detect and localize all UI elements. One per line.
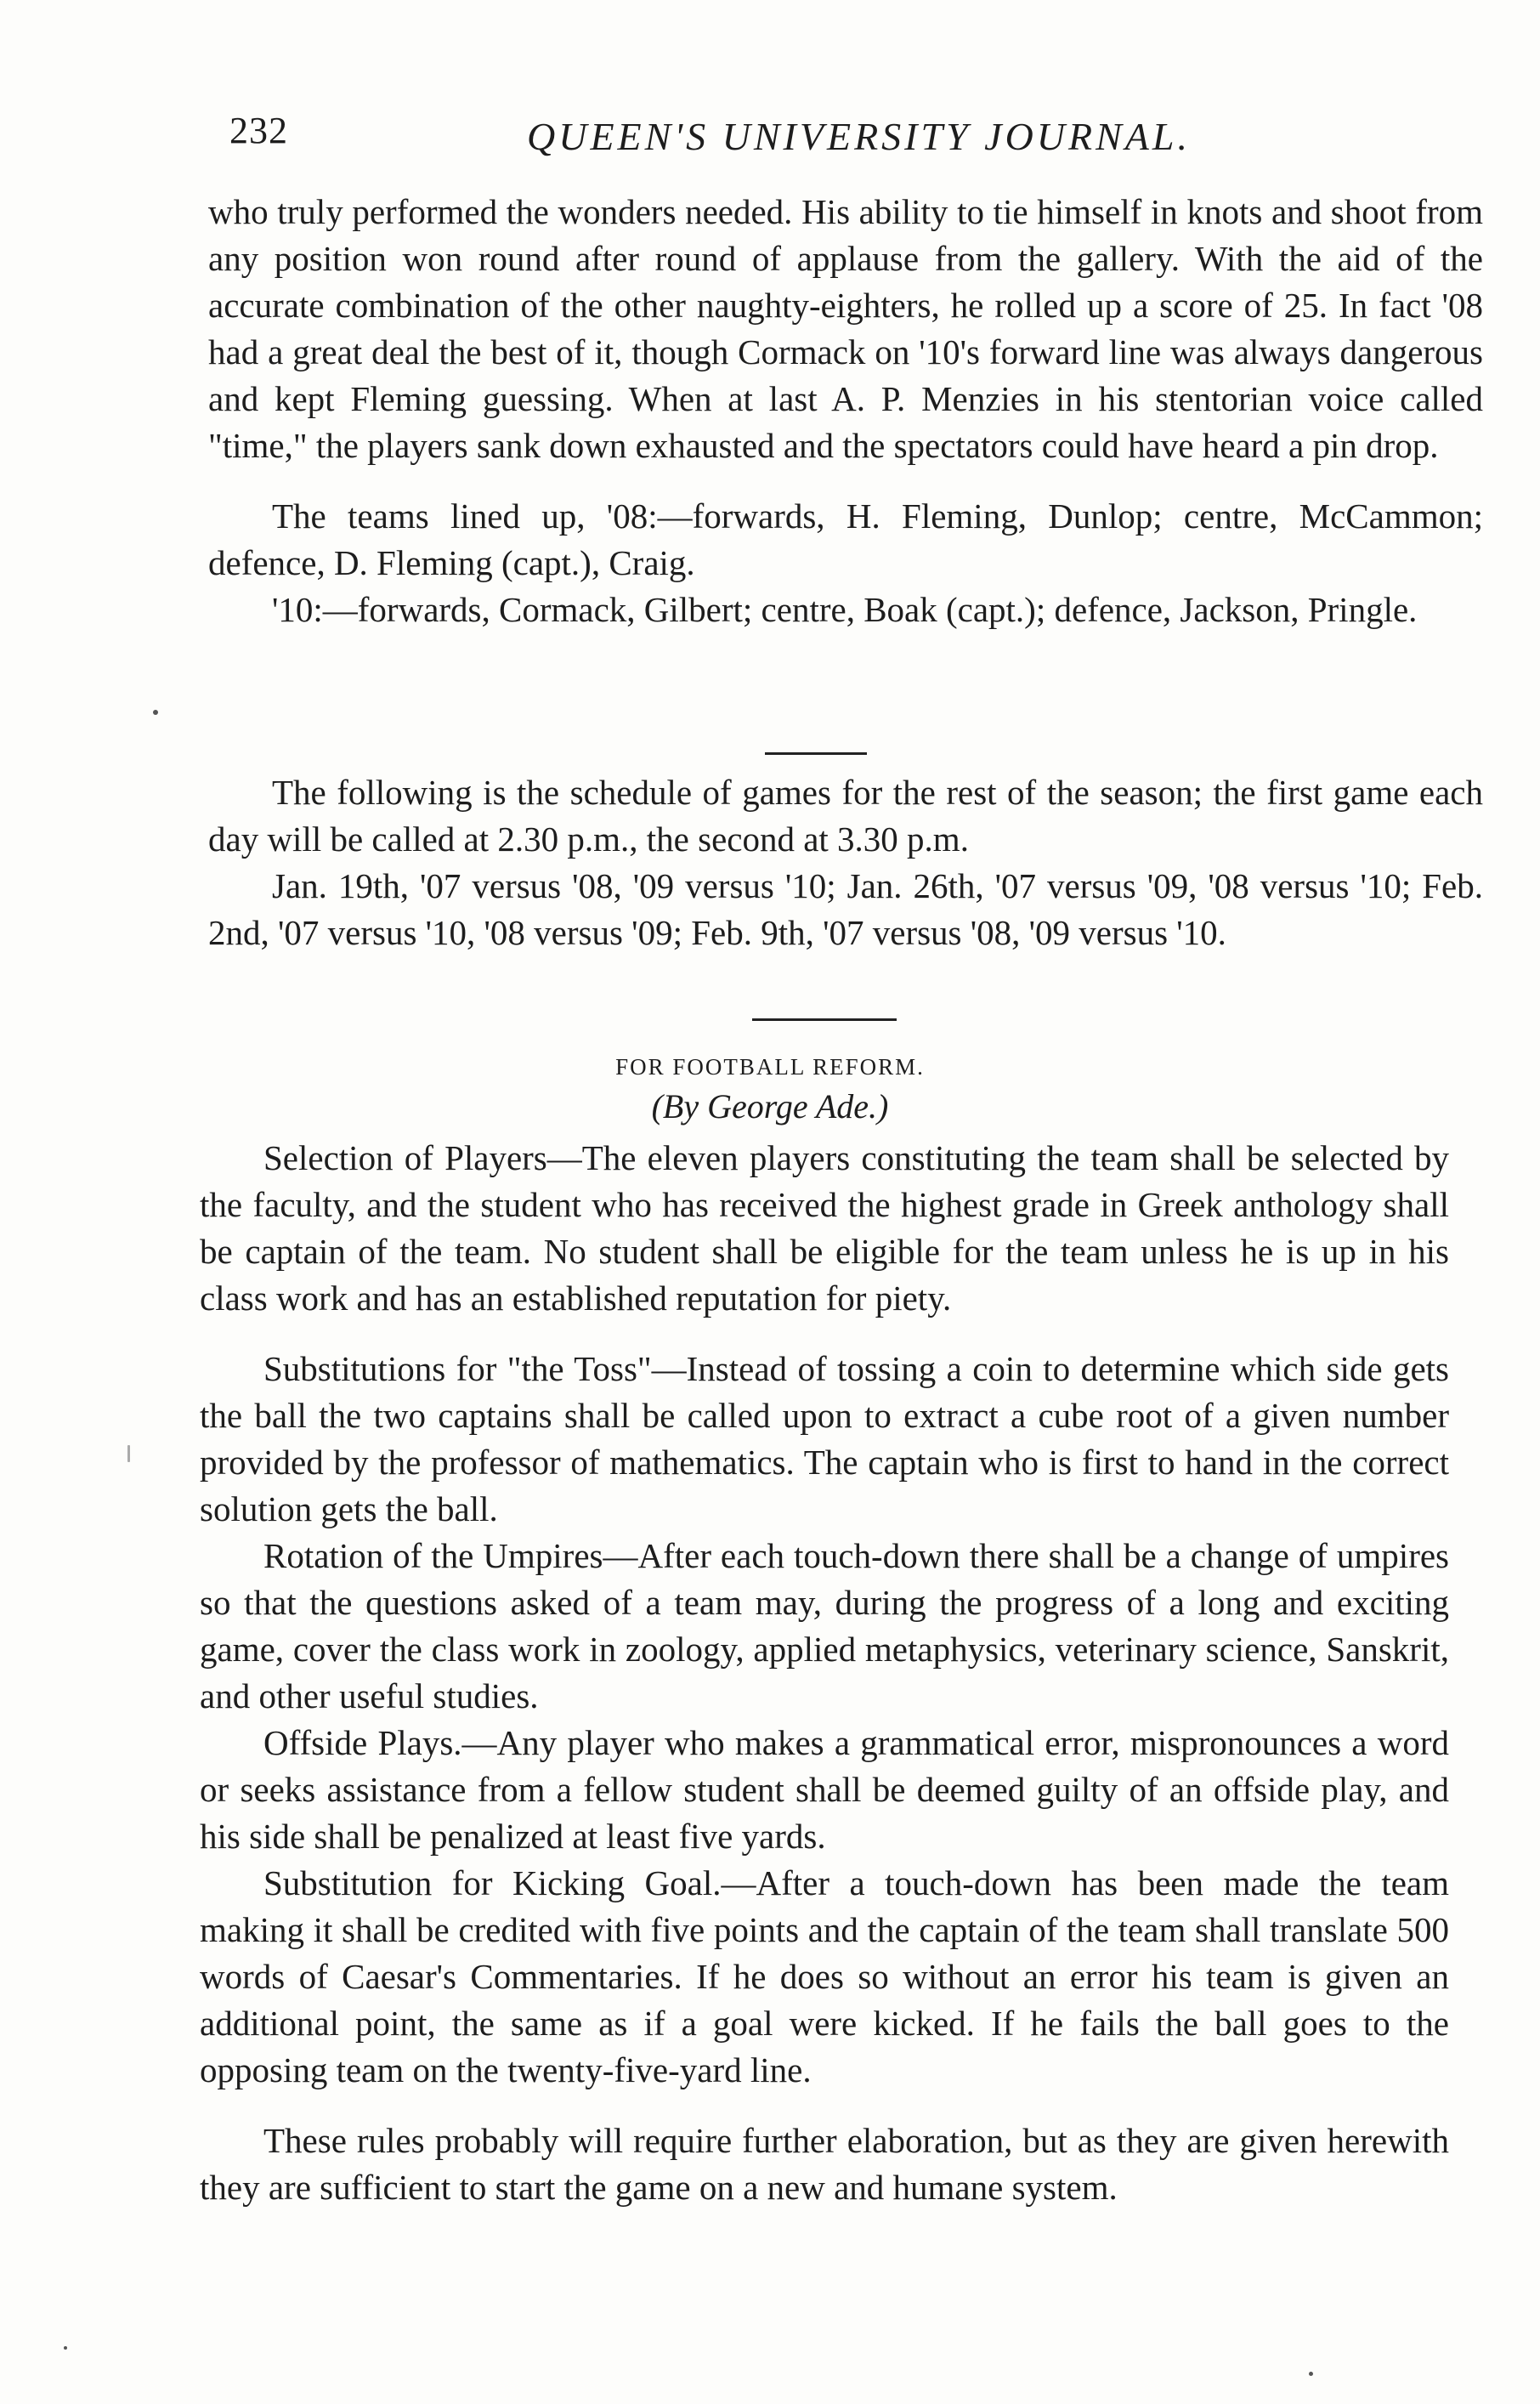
scan-speck [1309, 2372, 1313, 2376]
schedule [208, 769, 1483, 956]
teams-10-paragraph: '10:—forwards, Cormack, Gilbert; centre, Boak (capt.); defence, Jackson, Pringle. [272, 590, 1418, 629]
article-divider [752, 1018, 897, 1021]
kicking-goal: Substitution for Kicking Goal.—After a touch-down has been made the team making it shall be credited with five points and the captain of the team shall translate 500 words of Caesar's Commentaries. If he does so without an error his team is given an additional point, the same as if a goal were kicked. If he fails the ball goes to the opposing team on the twenty-five-yard line. [200, 1863, 1449, 2089]
selection-of-players: Selection of Players—The eleven players constituting the team shall be selected by the faculty, and the student who has received the highest grade in Greek anthology shall be captain of the team. No student shall be eligible for the team unless he is up in his class work and has an established reputation for piety. [200, 1138, 1449, 1318]
schedule-dates: Jan. 19th, '07 versus '08, '09 versus '10; Jan. 26th, '07 versus '09, '08 versus '10; Feb. 2nd, '07 versus '10, '08 versus '09; Feb. 9th, '07 versus '08, '09 versus '10. [208, 866, 1483, 952]
scan-speck [153, 710, 158, 715]
substitutions-toss: Substitutions for "the Toss"—Instead of tossing a coin to determine which side gets the ball the two captains shall be called upon to extract a cube root of a given number provided by the professor of mathematics. The captain who is first to hand in the correct solution gets the ball. [200, 1349, 1449, 1528]
schedule-intro: The following is the schedule of games for the rest of the season; the first game each day will be called at 2.30 p.m., the second at 3.30 p.m. [208, 773, 1483, 859]
report-paragraph: who truly performed the wonders needed. His ability to tie himself in knots and shoot from any position won round after round of applause from the gallery. With the aid of the accurate combination of the other naughty-eighters, he rolled up a score of 25. In fact '08 had a great deal the best of it, though Cormack on '10's forward line was always dangerous and kept Fleming guessing. When at last A. P. Menzies in his stentorian voice called "time," the players sank down exhausted and the spectators could have heard a pin drop. [208, 192, 1483, 465]
rotation-umpires: Rotation of the Umpires—After each touch-down there shall be a change of umpires so that the questions asked of a team may, during the progress of a long and exciting game, cover the class work in zoology, applied metaphysics, veterinary science, Sanskrit, and other useful studies. [200, 1536, 1449, 1715]
closing-paragraph: These rules probably will require further elaboration, but as they are given herewith they are sufficient to start the game on a new and humane system. [200, 2121, 1449, 2207]
scan-speck [64, 2346, 67, 2350]
match-report [208, 189, 1483, 633]
article-title: FOR FOOTBALL REFORM. [615, 1054, 925, 1080]
offside-plays: Offside Plays.—Any player who makes a grammatical error, mispronounces a word or seeks assistance from a fellow student shall be deemed guilty of an offside play, and his side shall be penalized at least five yards. [200, 1723, 1449, 1856]
article-byline: (By George Ade.) [651, 1087, 889, 1125]
section-divider [765, 752, 867, 755]
scan-mark [127, 1445, 130, 1462]
teams-08-paragraph: The teams lined up, '08:—forwards, H. Fleming, Dunlop; centre, McCammon; defence, D. Fleming (capt.), Craig. [208, 496, 1483, 582]
article-body [200, 1135, 1449, 2211]
page-header [229, 109, 1487, 177]
journal-title: QUEEN'S UNIVERSITY JOURNAL. [527, 115, 1191, 158]
page-number: 232 [229, 110, 288, 151]
